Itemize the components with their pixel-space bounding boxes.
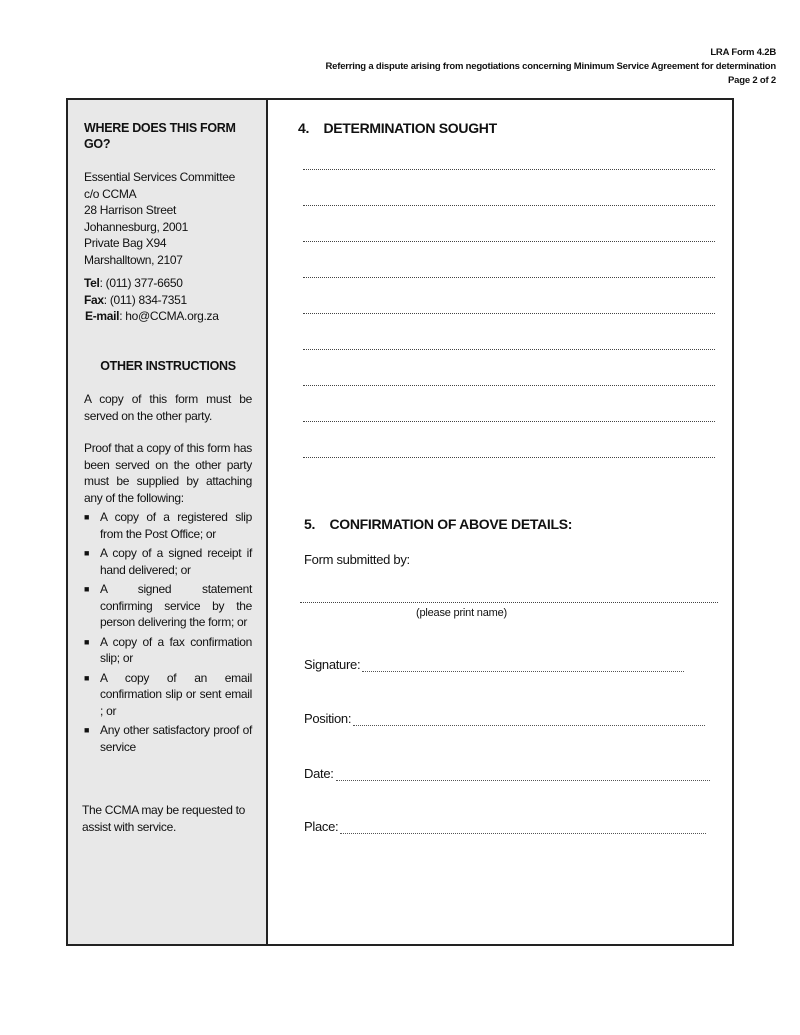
date-field[interactable] — [336, 769, 710, 781]
bullet-icon: ■ — [84, 672, 90, 683]
bullet-icon: ■ — [84, 548, 90, 558]
address-line: Johannesburg, 2001 — [84, 219, 189, 234]
submitted-by-label: Form submitted by: — [304, 552, 410, 567]
determination-line-9[interactable] — [303, 447, 715, 458]
other-instructions-title: OTHER INSTRUCTIONS — [100, 359, 236, 373]
determination-line-2[interactable] — [303, 195, 715, 206]
address-line: c/o CCMA — [84, 186, 137, 201]
contact-block — [84, 275, 262, 325]
form-subtitle: Referring a dispute arising from negotiations concerning Minimum Service Agreement for determination — [325, 61, 776, 72]
copy-instruction: A copy of this form must be served on the other party. — [84, 392, 252, 423]
form-header — [325, 46, 776, 88]
position-row — [304, 711, 705, 726]
determination-line-8[interactable] — [303, 411, 715, 422]
list-item: ■ A signed statement confirming service by the person delivering the form; or — [84, 582, 252, 629]
determination-line-1[interactable] — [303, 159, 715, 170]
place-label: Place: — [304, 819, 339, 834]
list-item: ■ Any other satisfactory proof of service — [84, 723, 252, 754]
proof-options-list — [84, 509, 252, 758]
page-number: Page 2 of 2 — [728, 75, 776, 86]
date-label: Date: — [304, 766, 334, 781]
submitted-by-name-field[interactable] — [300, 592, 718, 603]
bullet-icon: ■ — [84, 584, 90, 594]
address-line: 28 Harrison Street — [84, 203, 176, 217]
instructions-sidebar — [68, 100, 268, 944]
address-line: Marshalltown, 2107 — [84, 252, 183, 267]
form-frame — [66, 98, 734, 946]
determination-line-4[interactable] — [303, 267, 715, 278]
signature-field[interactable] — [362, 660, 684, 672]
section-4-title: 4. DETERMINATION SOUGHT — [298, 120, 497, 136]
place-field[interactable] — [340, 822, 706, 834]
ccma-service-note: The CCMA may be requested to assist with service. — [82, 803, 246, 834]
list-item: ■ A copy of a registered slip from the Post Office; or — [84, 510, 252, 541]
list-item: ■ A copy of an email confirmation slip or sent email ; or — [84, 670, 252, 718]
determination-line-7[interactable] — [303, 375, 715, 386]
bullet-icon: ■ — [84, 512, 90, 522]
tel-line: Tel: (011) 377-6650 — [84, 276, 183, 290]
place-row — [304, 819, 706, 834]
position-label: Position: — [304, 711, 352, 726]
list-item: ■ A copy of a signed receipt if hand delivered; or — [84, 546, 252, 577]
address-line: Essential Services Committee — [84, 170, 235, 184]
position-field[interactable] — [353, 714, 705, 726]
section-5-title: 5. CONFIRMATION OF ABOVE DETAILS: — [304, 516, 573, 532]
address-line: Private Bag X94 — [84, 236, 167, 250]
list-item: ■ A copy of a fax confirmation slip; or — [84, 634, 252, 665]
bullet-icon: ■ — [84, 636, 90, 647]
print-name-hint: (please print name) — [416, 607, 507, 619]
determination-line-3[interactable] — [303, 231, 715, 242]
form-number: LRA Form 4.2B — [710, 47, 776, 58]
address-block — [84, 169, 259, 268]
determination-line-5[interactable] — [303, 303, 715, 314]
signature-label: Signature: — [304, 657, 361, 672]
where-title: WHERE DOES THIS FORM GO? — [84, 121, 236, 151]
fax-line: Fax: (011) 834-7351 — [84, 292, 187, 307]
form-main — [268, 100, 732, 944]
proof-instruction: Proof that a copy of this form has been served on the other party must be supplied by attaching any of the following: — [84, 441, 252, 505]
email-line: E-mail: ho@CCMA.org.za — [85, 309, 219, 323]
bullet-icon: ■ — [84, 725, 90, 735]
signature-row — [304, 657, 684, 672]
determination-line-6[interactable] — [303, 339, 715, 350]
date-row — [304, 766, 710, 781]
